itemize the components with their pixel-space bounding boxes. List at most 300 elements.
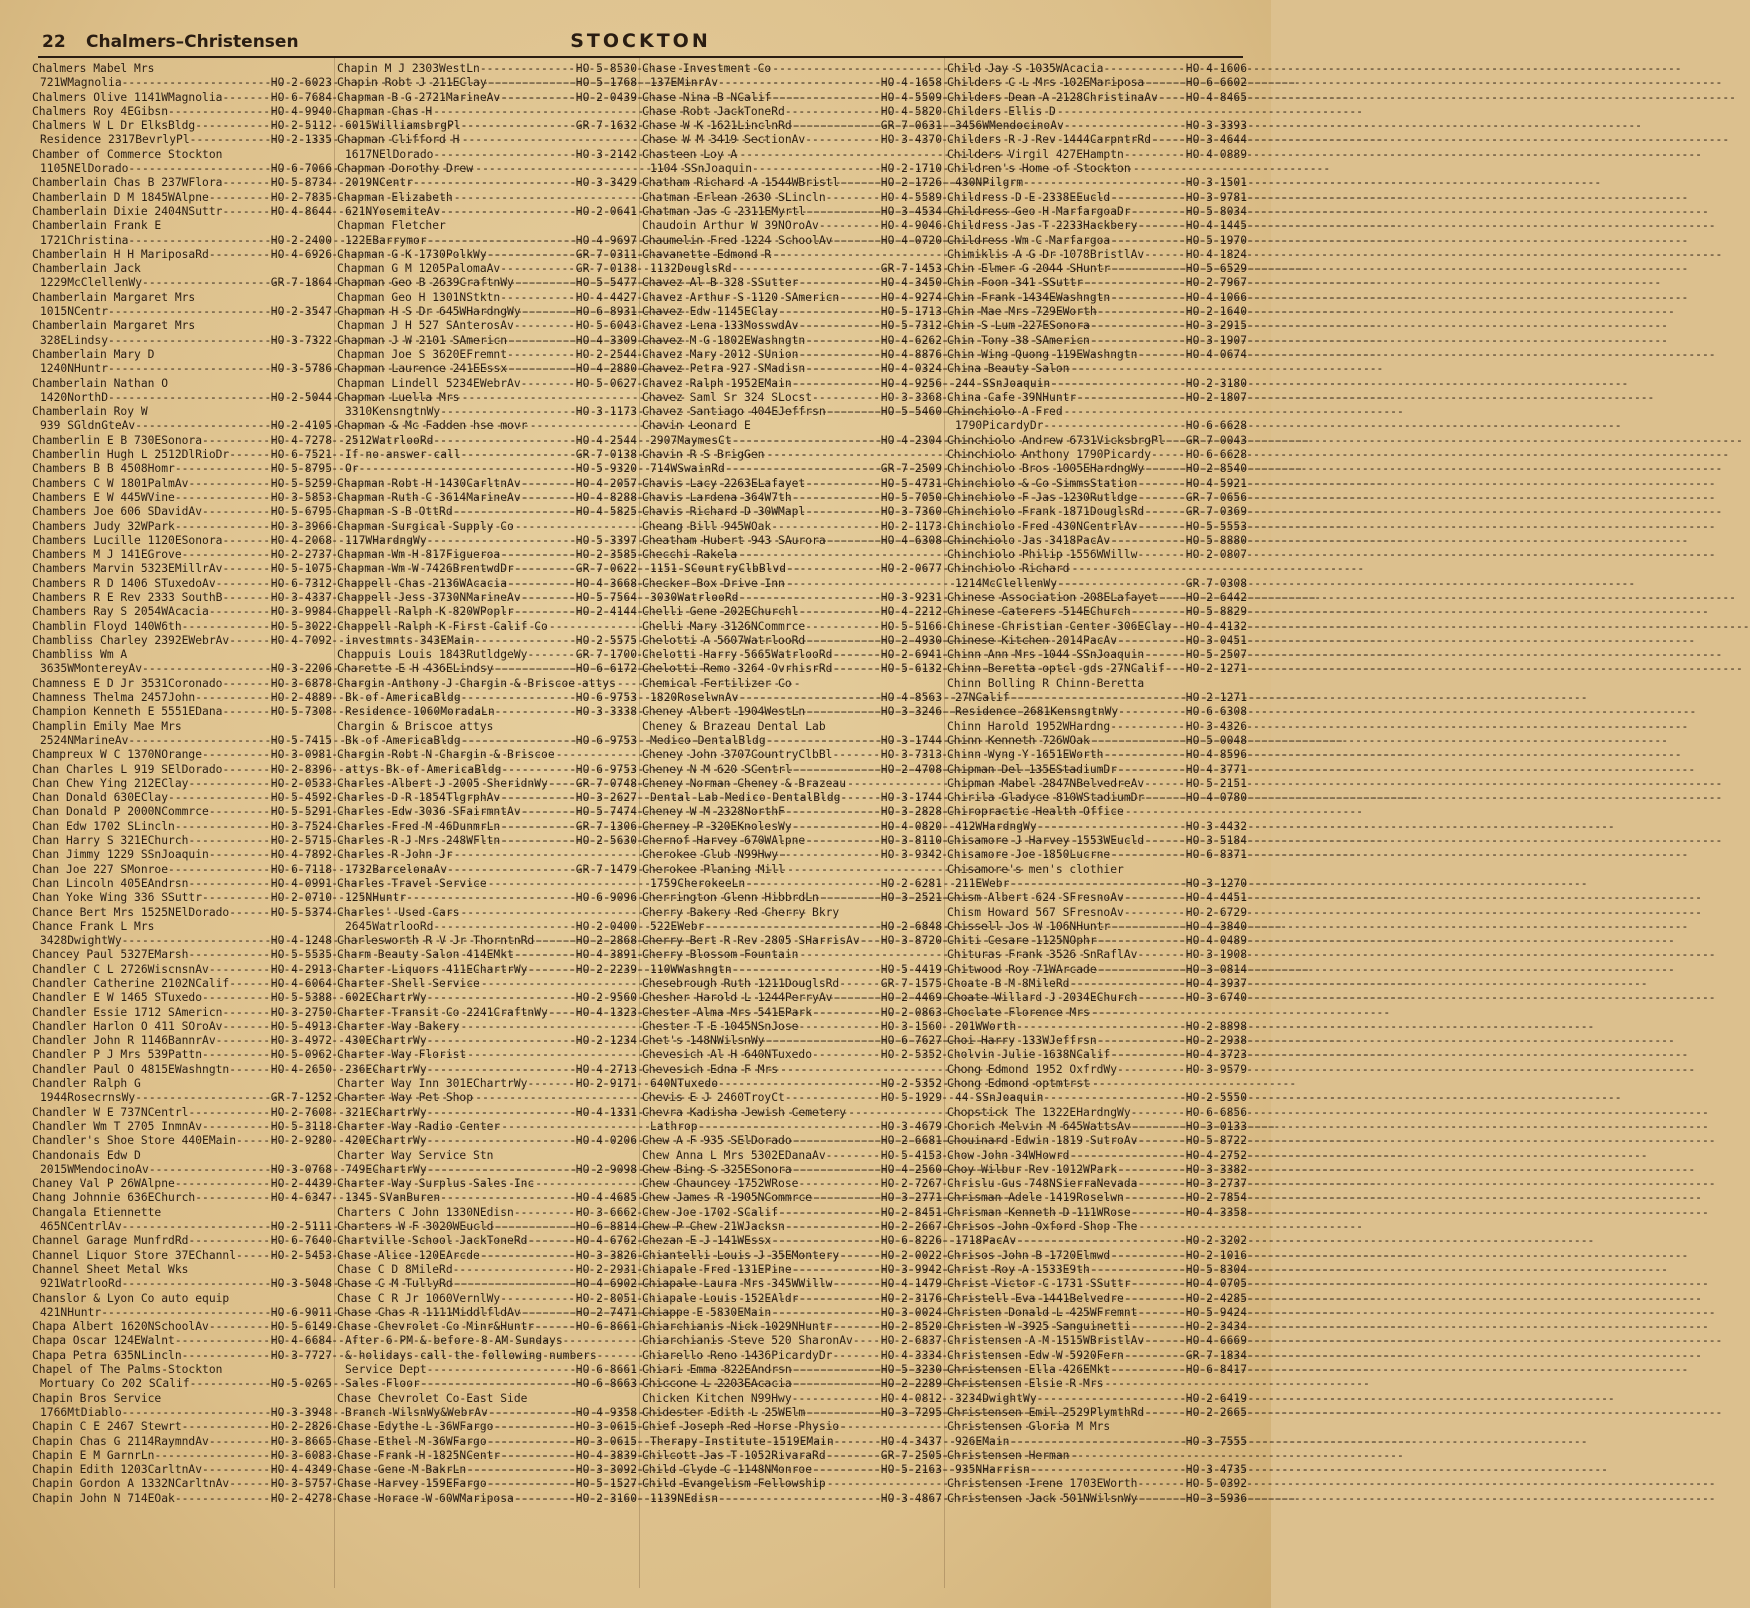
listing-entry xyxy=(337,1392,637,1406)
leader-dashes xyxy=(209,805,270,819)
listing-name: Chapel of The Palms-Stockton xyxy=(32,1363,223,1377)
listing-entry xyxy=(642,1220,942,1234)
listing-phone: HO 2-6281 xyxy=(880,876,942,890)
leader-dashes xyxy=(792,491,880,505)
listing-entry xyxy=(32,977,332,991)
listing-entry xyxy=(642,1463,942,1477)
listing-name: Chase C M TullyRd xyxy=(337,1277,453,1291)
listing-entry xyxy=(642,548,942,562)
listing-phone: HO 2-9560 xyxy=(575,991,637,1005)
leader-dashes xyxy=(209,191,270,205)
listing-entry xyxy=(642,834,942,848)
listing-name: 1721Christina xyxy=(40,233,129,247)
listing-entry xyxy=(337,234,637,248)
listing-name: 2524NMarineAv xyxy=(40,733,129,747)
leader-dashes xyxy=(1083,276,1185,290)
leader-dashes xyxy=(1090,319,1185,333)
leader-dashes xyxy=(480,62,575,76)
listing-phone: HO 3-2627 xyxy=(575,791,637,805)
listing-name: 714WSwainRd xyxy=(650,462,725,476)
listing-phone: HO 2-2400 xyxy=(270,233,332,247)
listing-name: Chew A F 935 SElDorado xyxy=(642,1134,792,1148)
leader-dashes xyxy=(413,176,575,190)
leader-dashes xyxy=(766,734,880,748)
leader-dashes xyxy=(427,1363,575,1377)
listing-phone: HO 4-2913 xyxy=(270,962,332,976)
listing-phone: HO 3-1744 xyxy=(880,791,942,805)
listing-name: Chinn Kenneth 726WOak xyxy=(947,733,1090,747)
leader-dashes xyxy=(1144,777,1185,791)
leader-dashes xyxy=(1110,1363,1185,1377)
listing-name: 1240NHuntr xyxy=(40,362,109,376)
leader-dashes xyxy=(704,920,879,934)
leader-dashes xyxy=(466,1463,575,1477)
listing-phone: HO 5-4913 xyxy=(270,1019,332,1033)
listing-entry xyxy=(337,877,637,891)
listing-entry xyxy=(337,562,637,576)
listing-phone: HO 3-1907 xyxy=(1185,333,1247,347)
listing-name: Charters W F 3020WEucld xyxy=(337,1220,494,1234)
listing-phone: HO 3-4679 xyxy=(880,1119,942,1133)
leader-dashes xyxy=(168,863,270,877)
listing-phone: GR 7-1453 xyxy=(880,262,942,276)
leader-dashes xyxy=(188,1106,269,1120)
listing-entry xyxy=(337,391,637,405)
listing-name: Chamberlin Hugh L 2512DlRioDr xyxy=(32,448,230,462)
listing-name: 2645WatrlooRd xyxy=(345,919,434,933)
listing-entry xyxy=(337,1177,637,1191)
listing-entry xyxy=(642,291,942,305)
listing-phone: HO 4-3334 xyxy=(880,1348,942,1362)
listing-entry xyxy=(32,319,332,333)
listing-name: Chan Donald P 2000NCommrce xyxy=(32,805,209,819)
listing-name: 137EMinrAv xyxy=(650,76,719,90)
leader-dashes xyxy=(1050,377,1185,391)
listing-name: Chelotti Remo 3264 OvrhisrRd xyxy=(642,662,833,676)
leader-dashes xyxy=(521,491,575,505)
listing-name: 721WMagnolia xyxy=(40,76,122,90)
listing-phone: HO 3-3382 xyxy=(1185,1162,1247,1176)
listing-phone: HO 5-5166 xyxy=(880,619,942,633)
listing-name: Chargin & Briscoe attys xyxy=(337,719,494,733)
listing-entry xyxy=(337,548,637,562)
listing-name: Chrislu Gus 748NSierraNevada xyxy=(947,1177,1138,1191)
listing-entry xyxy=(947,1306,1247,1320)
leader-dashes xyxy=(1144,248,1185,262)
leader-dashes xyxy=(216,1034,270,1048)
listing-entry xyxy=(947,634,1247,648)
listing-name: 1820RoselwnAv xyxy=(650,691,739,705)
listing-name: Chapin E M GarnrLn xyxy=(32,1448,155,1462)
listing-phone: HO 5-6132 xyxy=(880,662,942,676)
leader-dashes xyxy=(798,1292,879,1306)
listing-name: Chrisman Kenneth D 111WRose xyxy=(947,1205,1131,1219)
leader-dashes xyxy=(222,91,269,105)
listing-name: Chelli Gene 202EChurchl xyxy=(642,605,799,619)
leader-dashes xyxy=(1097,1034,1185,1048)
listing-entry xyxy=(337,748,637,762)
listing-phone: HO 2-7267 xyxy=(880,1177,942,1191)
listing-phone: HO 5-8829 xyxy=(1185,605,1247,619)
leader-dashes xyxy=(420,1377,575,1391)
listing-name: Charter Way Pet Shop xyxy=(337,1091,474,1105)
leader-dashes xyxy=(832,1320,879,1334)
listing-entry xyxy=(947,977,1247,991)
listing-entry xyxy=(337,1020,637,1034)
listing-name: Chamberlain Margaret Mrs xyxy=(32,319,196,333)
listing-entry xyxy=(337,691,637,705)
leader-dashes xyxy=(122,1406,270,1420)
listing-phone: HO 2-5352 xyxy=(880,1048,942,1062)
listing-phone: HO 5-4592 xyxy=(270,791,332,805)
listing-name: Chisamore Joe 1850Lucrne xyxy=(947,848,1111,862)
listing-entry xyxy=(32,248,332,262)
listing-entry xyxy=(337,577,637,591)
listing-entry xyxy=(642,505,942,519)
listing-phone: HO 2-6023 xyxy=(270,76,332,90)
listing-name: 935NHarrisn xyxy=(955,1463,1030,1477)
listing-phone: HO 6-6856 xyxy=(1185,1105,1247,1119)
listing-phone: GR 7-2509 xyxy=(880,462,942,476)
listing-phone: HO 6-8661 xyxy=(575,1320,637,1334)
listing-phone: HO 2-5550 xyxy=(1185,1091,1247,1105)
listing-entry xyxy=(32,620,332,634)
leader-dashes xyxy=(222,763,269,777)
listing-name: Chissell Jos W 106NHuntr xyxy=(947,919,1111,933)
listing-name: Cherokee Planing Mill xyxy=(642,862,785,876)
listing-name: Chiarchianis Steve 520 SharonAv xyxy=(642,1334,853,1348)
listing-phone: HO 2-7835 xyxy=(270,190,332,204)
listing-entry xyxy=(947,419,1247,433)
listing-name: Chapman Ruth C 3614MarineAv xyxy=(337,490,521,504)
listing-entry xyxy=(947,119,1247,133)
listing-entry xyxy=(642,1406,942,1420)
leader-dashes xyxy=(798,319,879,333)
listing-name: Chiari Emma 822EAndrsn xyxy=(642,1363,792,1377)
listing-name: 3030WatrlooRd xyxy=(650,590,739,604)
listing-entry xyxy=(947,377,1247,391)
listing-entry xyxy=(32,1120,332,1134)
listing-entry xyxy=(642,734,942,748)
listing-name: 1759CherokeeLn xyxy=(650,876,746,890)
listing-name: Chan Harry S 321EChurch xyxy=(32,834,189,848)
listing-name: Chew Joe 1702 SCalif xyxy=(642,1205,779,1219)
listing-entry xyxy=(337,291,637,305)
listing-name: Charter Liquors 411EChartrWy xyxy=(337,962,528,976)
listing-entry xyxy=(642,748,942,762)
listing-entry xyxy=(947,1392,1247,1406)
listing-phone: HO 3-6740 xyxy=(1185,991,1247,1005)
listing-phone: HO 4-3668 xyxy=(575,576,637,590)
leader-dashes xyxy=(229,977,270,991)
listing-phone: HO 3-5757 xyxy=(270,1477,332,1491)
listing-phone: HO 5-4153 xyxy=(880,1148,942,1162)
listing-entry xyxy=(337,405,637,419)
leader-dashes xyxy=(188,948,269,962)
listing-entry xyxy=(32,634,332,648)
leader-dashes xyxy=(832,748,879,762)
leader-dashes xyxy=(427,1063,575,1077)
leader-dashes xyxy=(427,991,575,1005)
listing-entry xyxy=(32,562,332,576)
leader-dashes xyxy=(521,591,575,605)
listing-entry xyxy=(337,91,637,105)
listing-name: Chancey Paul 5327EMarsh xyxy=(32,948,189,962)
listing-phone: GR 7-1632 xyxy=(575,119,637,133)
listing-entry xyxy=(32,291,332,305)
listing-name: Chavez Edw 1145EClay xyxy=(642,305,779,319)
leader-dashes xyxy=(440,405,575,419)
listing-name: Chinchiolo Bros 1005EHardngWy xyxy=(947,462,1145,476)
leader-dashes xyxy=(188,834,269,848)
listing-phone: HO 2-1016 xyxy=(1185,1248,1247,1262)
listing-phone: HO 2-1710 xyxy=(880,162,942,176)
leader-dashes xyxy=(853,1334,880,1348)
listing-name: Chamblin Floyd 140W6th xyxy=(32,619,182,633)
listing-name: Chandler John R 1146BannrAv xyxy=(32,1034,216,1048)
listing-phone: HO 3-2915 xyxy=(1185,319,1247,333)
listing-name: Chavez M G 1802EWashngtn xyxy=(642,333,806,347)
listing-name: Childress Wm C Marfargoa xyxy=(947,233,1111,247)
listing-phone: HO 2-0439 xyxy=(575,90,637,104)
listing-entry xyxy=(337,377,637,391)
listing-phone: HO 3-4534 xyxy=(880,204,942,218)
listing-phone: HO 4-4451 xyxy=(1185,891,1247,905)
listing-phone: HO 2-2239 xyxy=(575,962,637,976)
listing-phone: HO 4-3937 xyxy=(1185,977,1247,990)
listing-entry xyxy=(642,620,942,634)
listing-entry xyxy=(32,491,332,505)
listing-entry xyxy=(947,520,1247,534)
leader-dashes xyxy=(487,1435,575,1449)
listing-entry xyxy=(337,1048,637,1062)
listing-phone: HO 4-3723 xyxy=(1185,1048,1247,1062)
listing-name: 1015NCentr xyxy=(40,305,109,319)
listing-phone: HO 2-1807 xyxy=(1185,390,1247,404)
listing-phone: HO 2-2938 xyxy=(1185,1034,1247,1048)
listing-name: 321EChartrWy xyxy=(345,1105,427,1119)
listing-phone: HO 4-4427 xyxy=(575,290,637,304)
listing-entry xyxy=(337,162,637,176)
listing-phone: HO 3-9579 xyxy=(1185,1062,1247,1076)
listing-name: Chrisos John B 1720Elmwd xyxy=(947,1248,1111,1262)
listing-phone: HO 2-5352 xyxy=(880,1077,942,1091)
listing-name: 430EChartrWy xyxy=(345,1034,427,1048)
listing-name: Chinn Harold 1952WHardng xyxy=(947,719,1111,733)
listing-phone: GR 7-0043 xyxy=(1185,433,1247,447)
listing-phone: HO 4-2752 xyxy=(1185,1148,1247,1162)
leader-dashes xyxy=(501,763,574,777)
listing-name: Chew P Chew 21WJacksn xyxy=(642,1220,785,1234)
listing-name: Chapman G M 1205PalomaAv xyxy=(337,262,501,276)
leader-dashes xyxy=(1076,391,1185,405)
listing-entry xyxy=(32,848,332,862)
listing-name: Chinchiolo Jas 3418PacAv xyxy=(947,533,1111,547)
listing-entry xyxy=(32,1263,332,1277)
leader-dashes xyxy=(500,91,575,105)
listing-phone: GR 7-0656 xyxy=(1185,490,1247,504)
listing-name: Chinn Wyng Y 1651EWorth xyxy=(947,748,1104,762)
listing-phone: HO 2-5044 xyxy=(270,390,332,404)
listing-entry xyxy=(947,462,1247,476)
leader-dashes xyxy=(785,805,880,819)
listing-name: 421NHuntr xyxy=(40,1305,102,1319)
leader-dashes xyxy=(209,963,270,977)
listing-entry xyxy=(947,477,1247,491)
listing-name: Charter Way Service Stn xyxy=(337,1148,494,1162)
listing-phone: HO 4-0489 xyxy=(1185,934,1247,948)
leader-dashes xyxy=(427,534,575,548)
listing-name: Chamberlain Frank E xyxy=(32,219,162,233)
leader-dashes xyxy=(1118,705,1185,719)
leader-dashes xyxy=(142,276,270,290)
leader-dashes xyxy=(1069,977,1184,991)
leader-dashes xyxy=(805,1406,880,1420)
leader-dashes xyxy=(1131,1277,1185,1291)
listing-name: Chase Edythe L 36WFargo xyxy=(337,1420,494,1434)
listing-name: Chapman Dorothy Drew xyxy=(337,162,474,176)
listing-entry xyxy=(642,1306,942,1320)
leader-dashes xyxy=(507,577,575,591)
listing-entry xyxy=(32,1220,332,1234)
listing-phone: HO 2-3160 xyxy=(575,1491,637,1505)
listing-phone: HO 6-8661 xyxy=(575,1363,637,1377)
leader-dashes xyxy=(202,1048,270,1062)
listing-entry xyxy=(642,820,942,834)
listing-phone: HO 5-2151 xyxy=(1185,776,1247,790)
leader-dashes xyxy=(1030,1463,1185,1477)
leader-dashes xyxy=(1009,691,1184,705)
listing-phone: HO 3-3826 xyxy=(575,1248,637,1262)
listing-name: Chambers Joe 606 SDavidAv xyxy=(32,505,203,519)
listing-entry xyxy=(337,248,637,262)
listing-entry xyxy=(642,262,942,276)
listing-entry xyxy=(947,1263,1247,1277)
listing-phone: HO 4-2057 xyxy=(575,476,637,490)
listing-phone: HO 4-6926 xyxy=(270,247,332,261)
leader-dashes xyxy=(785,1091,880,1105)
listing-phone: HO 2-4285 xyxy=(1185,1291,1247,1305)
listing-phone: HO 5-3118 xyxy=(270,1119,332,1133)
listing-name: Christen W 3925 Sanguinetti xyxy=(947,1320,1131,1334)
listing-entry xyxy=(337,677,637,691)
listing-entry xyxy=(642,934,942,948)
listing-phone: HO 5-5374 xyxy=(270,905,332,919)
listing-entry xyxy=(947,534,1247,548)
listing-entry xyxy=(32,162,332,176)
leader-dashes xyxy=(188,777,269,791)
listing-entry xyxy=(32,820,332,834)
leader-dashes xyxy=(209,1320,270,1334)
leader-dashes xyxy=(805,834,880,848)
listing-phone: HO 3-1744 xyxy=(880,733,942,747)
listing-phone: HO 6-9753 xyxy=(575,733,637,747)
listing-phone: HO 5-6043 xyxy=(575,319,637,333)
listing-entry xyxy=(337,1106,637,1120)
listing-name: Chinchiolo Fred 430NCentrlAv xyxy=(947,519,1138,533)
listing-name: Choate Willard J 2034EChurch xyxy=(947,991,1138,1005)
listing-phone: HO 4-4685 xyxy=(575,1191,637,1205)
listing-phone: HO 6-8226 xyxy=(880,1234,942,1248)
listing-name: Chapman Geo B 2639CraftnWy xyxy=(337,276,514,290)
listing-phone: HO 5-5535 xyxy=(270,948,332,962)
leader-dashes xyxy=(521,805,575,819)
listing-entry xyxy=(337,477,637,491)
listing-entry xyxy=(642,963,942,977)
leader-dashes xyxy=(1103,748,1184,762)
listing-name: Chapa Albert 1620NSchoolAv xyxy=(32,1320,209,1334)
listing-entry xyxy=(642,1349,942,1363)
listing-entry xyxy=(642,920,942,934)
listing-phone: HO 6-6628 xyxy=(1185,419,1247,433)
listing-phone: HO 5-1527 xyxy=(575,1477,637,1491)
listing-phone: HO 2-5630 xyxy=(575,834,637,848)
listing-phone: HO 4-2212 xyxy=(880,605,942,619)
listing-phone: HO 5-8304 xyxy=(1185,1262,1247,1276)
leader-dashes xyxy=(826,1149,880,1163)
listing-entry xyxy=(32,648,332,662)
listing-entry xyxy=(642,777,942,791)
leader-dashes xyxy=(826,1449,880,1463)
leader-dashes xyxy=(1158,91,1185,105)
leader-dashes xyxy=(1043,419,1184,433)
listing-phone: GR 7-1864 xyxy=(270,276,332,290)
listing-name: Champion Kenneth E 5551EDana xyxy=(32,705,223,719)
listing-name: Champlin Emily Mae Mrs xyxy=(32,719,182,733)
listing-phone: HO 2-2737 xyxy=(270,548,332,562)
leader-dashes xyxy=(805,362,880,376)
listing-phone: GR 7-1479 xyxy=(575,862,637,876)
listing-entry xyxy=(642,1048,942,1062)
leader-dashes xyxy=(839,176,880,190)
listing-phone: HO 4-9697 xyxy=(575,233,637,247)
listing-phone: HO 3-3429 xyxy=(575,176,637,190)
leader-dashes xyxy=(1097,305,1185,319)
listing-name: Christensen Irene 1703EWorth xyxy=(947,1477,1138,1491)
listing-phone: HO 2-1640 xyxy=(1185,305,1247,319)
listing-entry xyxy=(947,334,1247,348)
leader-dashes xyxy=(1144,505,1185,519)
listing-phone: HO 5-8530 xyxy=(575,62,637,75)
listing-name: Charter Shell Service xyxy=(337,977,480,990)
listing-name: Choy Wilbur Rev 1012WPark xyxy=(947,1162,1118,1176)
listing-name: Charles Fred M 46DunmrLn xyxy=(337,819,501,833)
listing-entry xyxy=(337,191,637,205)
leader-dashes xyxy=(108,362,270,376)
page-name-range: Chalmers–Christensen xyxy=(86,32,299,52)
listing-phone: HO 3-6083 xyxy=(270,1448,332,1462)
leader-dashes xyxy=(1090,734,1185,748)
listing-name: Chapman Laurence 241EEssx xyxy=(337,362,508,376)
listing-entry xyxy=(32,434,332,448)
listing-entry xyxy=(947,1177,1247,1191)
listing-entry xyxy=(337,1377,637,1391)
listing-entry xyxy=(32,1163,332,1177)
listing-phone: HO 3-5853 xyxy=(270,490,332,504)
leader-dashes xyxy=(222,1006,269,1020)
listing-entry xyxy=(947,577,1247,591)
listing-name: China Cafe 39NHuntr xyxy=(947,390,1077,404)
leader-dashes xyxy=(488,1406,575,1420)
listing-phone: HO 4-6762 xyxy=(575,1234,637,1248)
leader-dashes xyxy=(1110,191,1185,205)
listing-name: Chavez Mary 2012 SUnion xyxy=(642,347,799,361)
listing-name: Christensen Ella 426EMkt xyxy=(947,1363,1111,1377)
listing-entry xyxy=(337,491,637,505)
listing-entry xyxy=(642,863,942,877)
listing-phone: HO 3-3338 xyxy=(575,705,637,719)
listing-name: Chapman Wm W 7426BrentwdDr xyxy=(337,562,514,576)
